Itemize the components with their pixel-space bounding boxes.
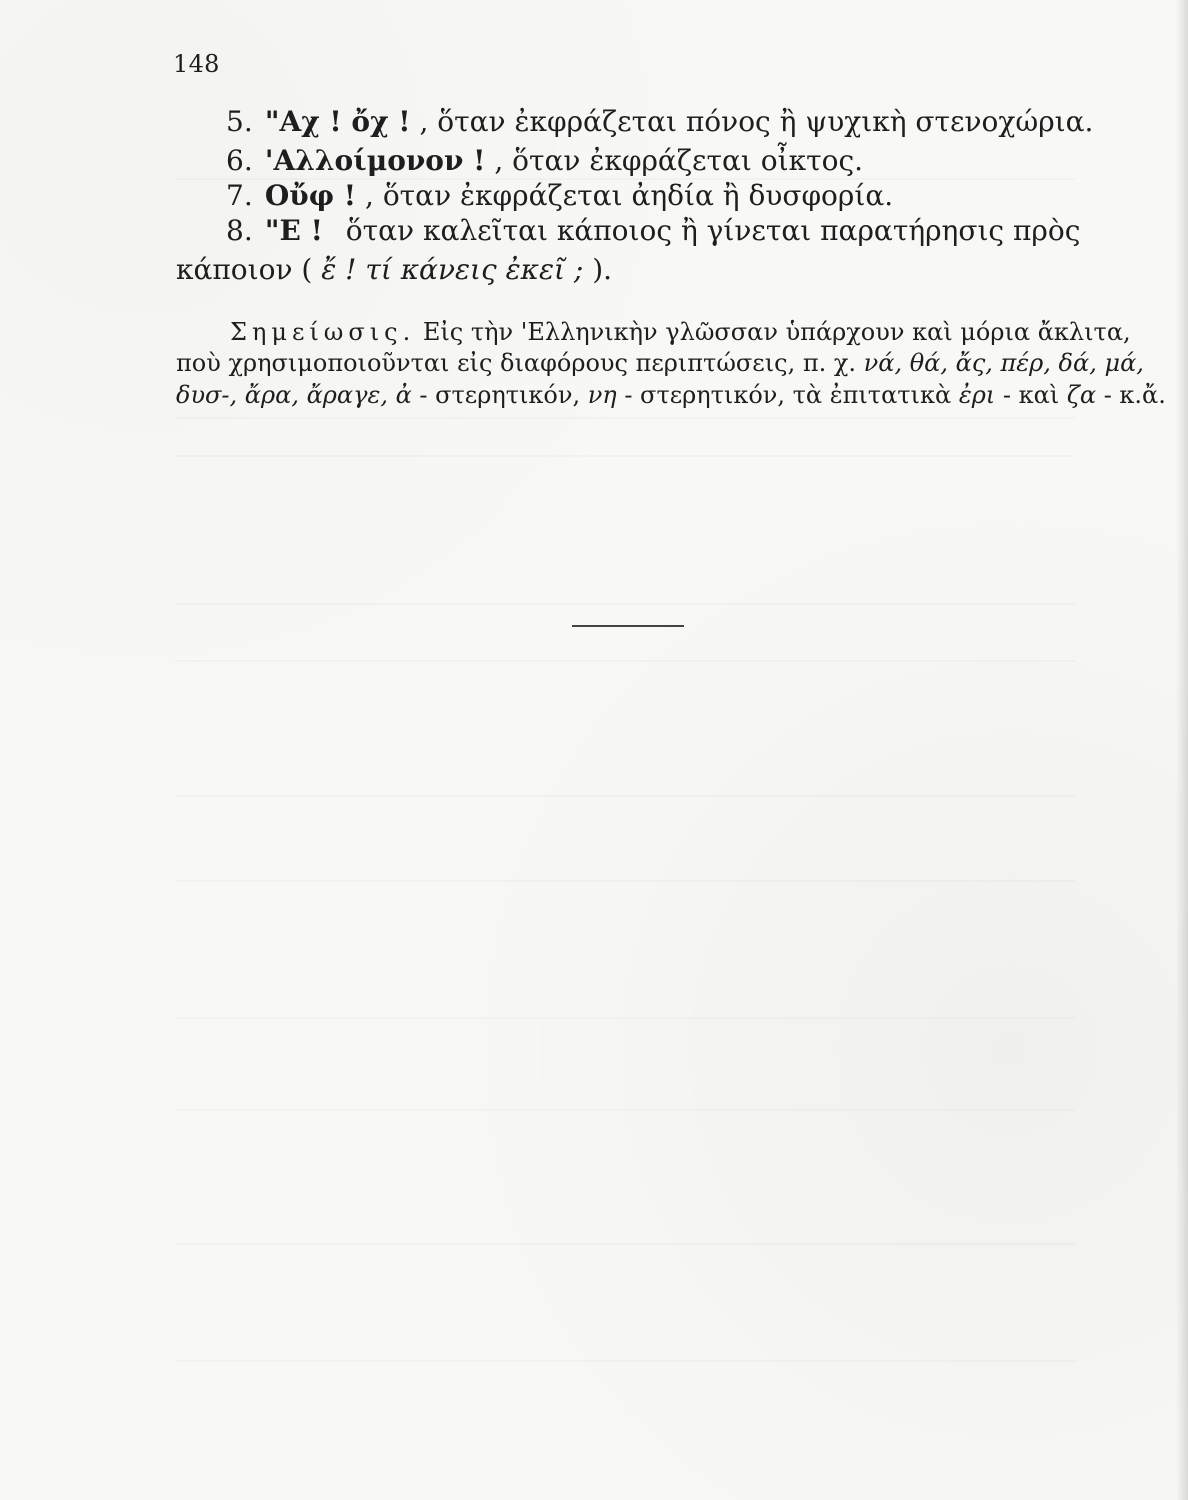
show-through-line — [175, 795, 1075, 797]
section-separator — [572, 625, 684, 627]
show-through-line — [175, 1109, 1075, 1111]
show-through-line — [175, 660, 1075, 662]
note-label: Σημείωσις. — [230, 318, 416, 346]
show-through-line — [175, 1360, 1075, 1362]
show-through-line — [175, 603, 1075, 605]
note-text: - κ.ἄ. — [1096, 381, 1166, 409]
show-through-line — [175, 417, 1075, 419]
show-through-line — [175, 1017, 1075, 1019]
continuation-suffix: ). — [583, 253, 613, 286]
entry-5 — [226, 106, 1093, 138]
entry-text: ὅταν καλεῖται κάποιος ἢ γίνεται παρατήρησις πρὸς — [345, 214, 1081, 247]
note-text: Εἰς τὴν 'Ελληνικὴν γλῶσσαν ὑπάρχουν καὶ μόρια ἄκλιτα, — [422, 318, 1131, 346]
entry-headword: "Ε ! — [264, 214, 323, 247]
entry-number: 5. — [226, 105, 253, 138]
continuation-italic: ἔ ! τί κάνεις ἐκεῖ ; — [321, 253, 584, 286]
entry-headword: Οὔφ ! — [264, 179, 357, 212]
note-line-2 — [176, 349, 1144, 378]
entry-text: , ὅταν ἐκφράζεται πόνος ἢ ψυχικὴ στενοχώρια. — [419, 105, 1094, 138]
entry-text: , ὅταν ἐκφράζεται ἀηδία ἢ δυσφορία. — [365, 179, 894, 212]
entry-6 — [226, 145, 863, 177]
note-italic-forms: ἐρι — [958, 381, 996, 409]
show-through-line — [175, 455, 1075, 457]
entry-7 — [226, 180, 893, 212]
note-text: - καὶ — [995, 381, 1067, 409]
show-through-line — [175, 880, 1075, 882]
note-italic-forms: δυσ-, ἄρα, ἄραγε, ἀ — [176, 381, 412, 409]
note-text: ποὺ χρησιμοποιοῦνται εἰς διαφόρους περιπτώσεις, π. χ. — [176, 349, 864, 377]
page-number: 148 — [173, 50, 220, 78]
entry-number: 8. — [226, 214, 253, 247]
entry-headword: "Αχ ! ὄχ ! — [264, 105, 411, 138]
continuation-prefix: κάποιον ( — [176, 253, 322, 286]
note-text: - στερητικόν, τὰ ἐπιτατικὰ — [616, 381, 959, 409]
note-italic-forms: ζα — [1066, 381, 1097, 409]
entry-number: 7. — [226, 179, 253, 212]
note-italic-forms: νά, θά, ἄς, πέρ, δά, μά, — [863, 349, 1144, 377]
show-through-line — [175, 1243, 1075, 1245]
note-italic-forms: νη — [587, 381, 617, 409]
entry-8-continuation — [176, 254, 612, 286]
entry-text: , ὅταν ἐκφράζεται οἶκτος. — [494, 144, 864, 177]
page-edge-shadow — [1176, 0, 1188, 1500]
note-line-1 — [230, 318, 1131, 347]
note-text: - στερητικόν, — [411, 381, 588, 409]
entry-number: 6. — [226, 144, 253, 177]
note-line-3 — [176, 381, 1166, 410]
entry-8 — [226, 215, 1080, 247]
entry-headword: 'Αλλοίμονον ! — [264, 144, 486, 177]
